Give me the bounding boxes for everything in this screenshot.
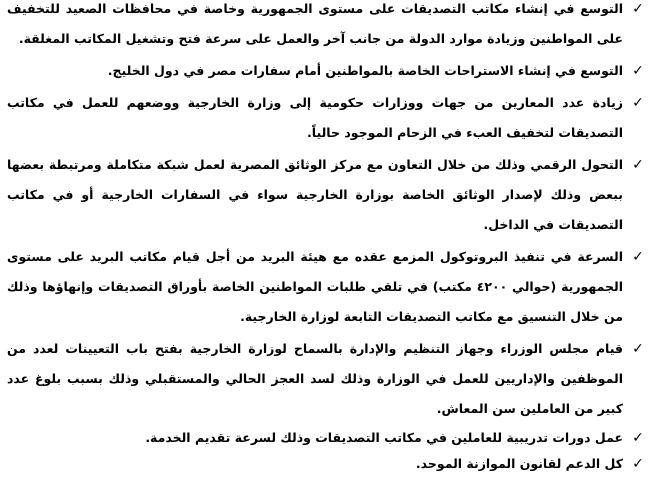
list-item bbox=[7, 88, 645, 148]
list-item-text: السرعة في تنفيذ البروتوكول المزمع عقده مع هيئة البريد من أجل قيام مكاتب البريد على مستوى الجمهورية (حوالي ٤٢٠٠ مكتب) في تلقي طلبات المواطنين الخاصة بأوراق التصديقات وإنهاؤها وذلك من خلال التنسيق مع مكاتب التصديقات التابعة لوزارة الخارجية. bbox=[7, 249, 623, 324]
checkmark-icon: ✓ bbox=[632, 95, 644, 111]
list-item-text: كل الدعم لقانون الموازنة الموحد. bbox=[415, 456, 623, 471]
list-item-text: قيام مجلس الوزراء وجهاز التنظيم والإدارة بالسماح لوزارة الخارجية بفتح باب التعيينات لعدد من الموظفين والإداريين للعمل في الوزارة وذلك لسد العجز الحالي والمستقبلي وذلك بسبب بلوغ عدد كبير من العاملين سن المعاش. bbox=[7, 341, 623, 416]
checkmark-icon: ✓ bbox=[632, 1, 644, 17]
list-item bbox=[7, 56, 645, 86]
list-item-text: التوسع في إنشاء مكاتب التصديقات على مستوى الجمهورية وخاصة في محافظات الصعيد للتخفيف على المواطنين وزيادة موارد الدولة من جانب آخر والعمل على سرعة فتح وتشغيل المكاتب المغلقة. bbox=[7, 1, 623, 46]
list-item-text: زيادة عدد المعارين من جهات ووزارات حكومية إلى وزارة الخارجية ووضعهم للعمل في مكاتب التصديقات لتخفيف العبء في الزحام الموجود حالياً. bbox=[7, 95, 623, 140]
list-item bbox=[7, 452, 645, 476]
checkmark-icon: ✓ bbox=[632, 249, 644, 265]
list-item bbox=[7, 150, 645, 240]
checkmark-icon: ✓ bbox=[632, 157, 644, 173]
list-item-text: التوسع في إنشاء الاستراحات الخاصة بالمواطنين أمام سفارات مصر في دول الخليج. bbox=[107, 63, 623, 78]
checkmark-icon: ✓ bbox=[632, 456, 644, 472]
checkmark-icon: ✓ bbox=[632, 63, 644, 79]
checkmark-icon: ✓ bbox=[632, 341, 644, 357]
list-item-text: عمل دورات تدريبية للعاملين في مكاتب التصديقات وذلك لسرعة تقديم الخدمة. bbox=[145, 430, 623, 445]
recommendations-list bbox=[7, 0, 645, 478]
list-item-text: التحول الرقمي وذلك من خلال التعاون مع مركز الوثائق المصرية لعمل شبكة متكاملة ومرتبطة بعضها ببعض وذلك لإصدار الوثائق الخاصة بوزارة الخارجية سواء في السفارات الخارجية أو في مكاتب التصديقات في الداخل. bbox=[7, 157, 623, 232]
list-item bbox=[7, 242, 645, 332]
list-item bbox=[7, 334, 645, 424]
list-item bbox=[7, 426, 645, 450]
checkmark-icon: ✓ bbox=[632, 430, 644, 446]
list-item bbox=[7, 0, 645, 54]
